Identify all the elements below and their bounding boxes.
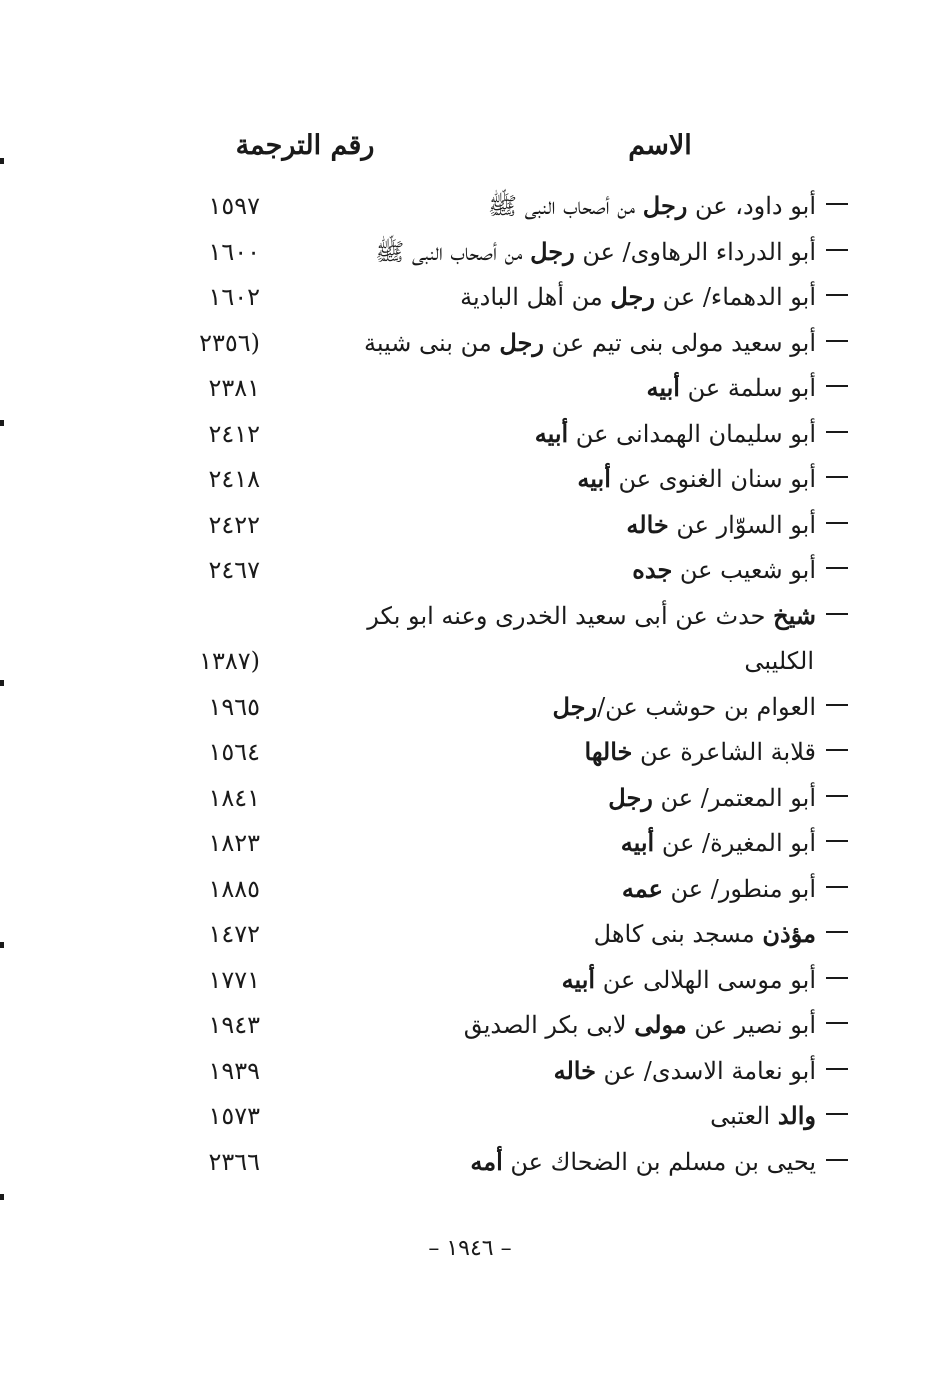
list-item [0, 457, 940, 501]
list-item [0, 594, 940, 638]
dash-mark [826, 795, 848, 797]
dash-mark [826, 431, 848, 433]
entry-name [288, 1049, 848, 1093]
entry-text-bold: شيخ [773, 601, 816, 630]
entry-name [288, 321, 848, 365]
entry-text-bold: والد [777, 1101, 816, 1130]
entry-text-pre: أبو شعيب عن [672, 556, 816, 584]
biography-number: ٢٤٦٧ [208, 556, 260, 584]
entry-text-bold: خاله [626, 510, 669, 539]
entry-text-bold: خالها [584, 737, 633, 766]
dash-mark [826, 385, 848, 387]
dash-mark [826, 522, 848, 524]
entry-text-bold: رجل [530, 237, 575, 266]
biography-number: ١٥٦٤ [208, 738, 260, 766]
entry-name [288, 184, 848, 228]
entry-text-pre: أبو نعامة الاسدى/ عن [595, 1057, 816, 1085]
number-column-header: رقم الترجمة [235, 130, 375, 161]
biography-number: ١٨٤١ [208, 784, 260, 812]
biography-number: ١٤٧٢ [208, 920, 260, 948]
dash-mark [826, 476, 848, 478]
entry-name [288, 1140, 848, 1184]
entry-text-pre: أبو سليمان الهمدانى عن [568, 420, 816, 448]
entry-text-bold: مولى [634, 1010, 687, 1039]
entry-text-bold: أبيه [646, 373, 680, 402]
dash-mark [826, 1113, 848, 1115]
entry-name [288, 548, 848, 592]
list-item [0, 730, 940, 774]
biography-number: ٢٤١٢ [208, 420, 260, 448]
list-item [0, 821, 940, 865]
entry-text-post: من أهل البادية [460, 283, 611, 311]
entry-text-post: من أصحاب النبى ﷺ [488, 192, 643, 220]
entry-text-post: مسجد بنى كاهل [593, 920, 763, 948]
dash-mark [826, 931, 848, 933]
list-item [0, 548, 940, 592]
margin-mark [0, 158, 4, 164]
entry-text-bold: عمه [621, 874, 663, 903]
biography-number: ١٨٢٣ [208, 829, 260, 857]
entry-name [288, 958, 848, 1002]
list-item [0, 867, 940, 911]
entry-text-pre: الكليبى [744, 647, 814, 675]
list-item [0, 184, 940, 228]
entry-text-post: لابى بكر الصديق [463, 1011, 635, 1039]
entry-name [288, 594, 848, 638]
list-item [0, 639, 940, 683]
entry-text-pre: أبو نصير عن [686, 1011, 816, 1039]
page-number: – ١٩٤٦ – [428, 1236, 512, 1261]
margin-mark [0, 1194, 4, 1200]
entry-text-post: حدث عن أبى سعيد الخدرى وعنه ابو بكر [367, 602, 774, 630]
biography-number [150, 594, 260, 638]
entry-text-pre: أبو داود، عن [687, 192, 816, 220]
entry-name [288, 1094, 848, 1138]
list-item [0, 321, 940, 365]
biography-number: ١٦٠٠ [208, 238, 260, 266]
dash-mark [826, 249, 848, 251]
list-item [0, 776, 940, 820]
dash-mark [826, 613, 848, 615]
entry-text-bold: أبيه [577, 464, 611, 493]
biography-number: (١٣٨٧ [199, 647, 260, 675]
dash-mark [826, 294, 848, 296]
entry-name [288, 776, 848, 820]
biography-number: ١٩٣٩ [208, 1057, 260, 1085]
entry-name [288, 867, 848, 911]
entry-text-pre: يحيى بن مسلم بن الضحاك عن [502, 1148, 816, 1176]
entry-text-bold: أبيه [620, 828, 655, 857]
entry-text-pre: أبو سلمة عن [679, 374, 816, 402]
entry-name [288, 275, 848, 319]
entry-text-pre: العوام بن حوشب عن/ [597, 693, 816, 721]
entry-text-bold: أبيه [534, 419, 569, 448]
entry-name [288, 503, 848, 547]
entry-text-pre: أبو سعيد مولى بنى تيم عن [543, 329, 816, 357]
entry-text-pre: أبو الدرداء الرهاوى/ عن [574, 238, 816, 266]
entry-text-bold: أبيه [561, 965, 596, 994]
list-item [0, 275, 940, 319]
dash-mark [826, 340, 848, 342]
entry-text-post: من أصحاب النبى ﷺ [375, 238, 531, 266]
dash-mark [826, 886, 848, 888]
entry-name [288, 1003, 848, 1047]
entry-text-bold: رجل [499, 328, 544, 357]
list-item [0, 366, 940, 410]
list-item [0, 230, 940, 274]
biography-number: ١٩٤٣ [208, 1011, 260, 1039]
dash-mark [826, 567, 848, 569]
entry-text-bold: رجل [552, 692, 598, 721]
list-item [0, 1049, 940, 1093]
dash-mark [826, 1022, 848, 1024]
biography-number: ١٥٧٣ [208, 1102, 260, 1130]
entry-name [288, 912, 848, 956]
entry-text-pre: أبو موسى الهلالى عن [595, 966, 816, 994]
entry-text-pre: أبو المغيرة/ عن [654, 829, 816, 857]
entry-name [288, 412, 848, 456]
list-item [0, 958, 940, 1002]
entry-name [288, 685, 848, 729]
biography-number: ٢٤١٨ [208, 465, 260, 493]
biography-number: ١٩٦٥ [208, 693, 260, 721]
dash-mark [826, 1159, 848, 1161]
entry-text-pre: أبو السوّار عن [668, 511, 816, 539]
list-item [0, 1140, 940, 1184]
entry-text-bold: جده [632, 555, 673, 584]
entry-text-post: من بنى شيبة [363, 329, 500, 357]
dash-mark [826, 749, 848, 751]
entry-text-bold: خاله [553, 1056, 596, 1085]
entry-name [288, 457, 848, 501]
entry-name [288, 821, 848, 865]
dash-mark [826, 840, 848, 842]
dash-mark [826, 203, 848, 205]
dash-mark [826, 1068, 848, 1070]
list-item [0, 503, 940, 547]
list-item [0, 412, 940, 456]
margin-mark [0, 680, 4, 686]
biography-number: ١٦٠٢ [208, 283, 260, 311]
biography-number: ١٥٩٧ [208, 192, 260, 220]
dash-mark [826, 977, 848, 979]
biography-number: (٢٣٥٦ [199, 329, 260, 357]
entry-text-pre: قلابة الشاعرة عن [632, 738, 816, 766]
entry-text-bold: رجل [608, 783, 653, 812]
entry-name [288, 366, 848, 410]
list-item [0, 912, 940, 956]
entry-name [288, 230, 848, 274]
list-item [0, 685, 940, 729]
entry-text-post: العتبى [710, 1102, 778, 1130]
entry-text-pre: أبو سنان الغنوى عن [610, 465, 816, 493]
entry-text-bold: مؤذن [762, 919, 816, 948]
biography-number: ٢٤٢٢ [208, 511, 260, 539]
entry-text-bold: رجل [642, 191, 688, 220]
biography-number: ١٨٨٥ [208, 875, 260, 903]
entry-text-pre: أبو الدهماء/ عن [654, 283, 816, 311]
dash-mark [826, 704, 848, 706]
entry-name [288, 639, 848, 683]
entry-name [288, 730, 848, 774]
biography-number: ١٧٧١ [208, 966, 260, 994]
entry-text-pre: أبو المعتمر/ عن [652, 784, 816, 812]
biography-number: ٢٣٨١ [208, 374, 260, 402]
entry-text-pre: أبو منطور/ عن [662, 875, 816, 903]
entry-text-bold: رجل [610, 282, 655, 311]
name-column-header: الاسم [628, 130, 692, 161]
entry-text-bold: أمه [470, 1147, 503, 1176]
biography-number: ٢٣٦٦ [208, 1148, 260, 1176]
list-item [0, 1003, 940, 1047]
list-item [0, 1094, 940, 1138]
margin-mark [0, 942, 4, 948]
margin-mark [0, 420, 4, 426]
